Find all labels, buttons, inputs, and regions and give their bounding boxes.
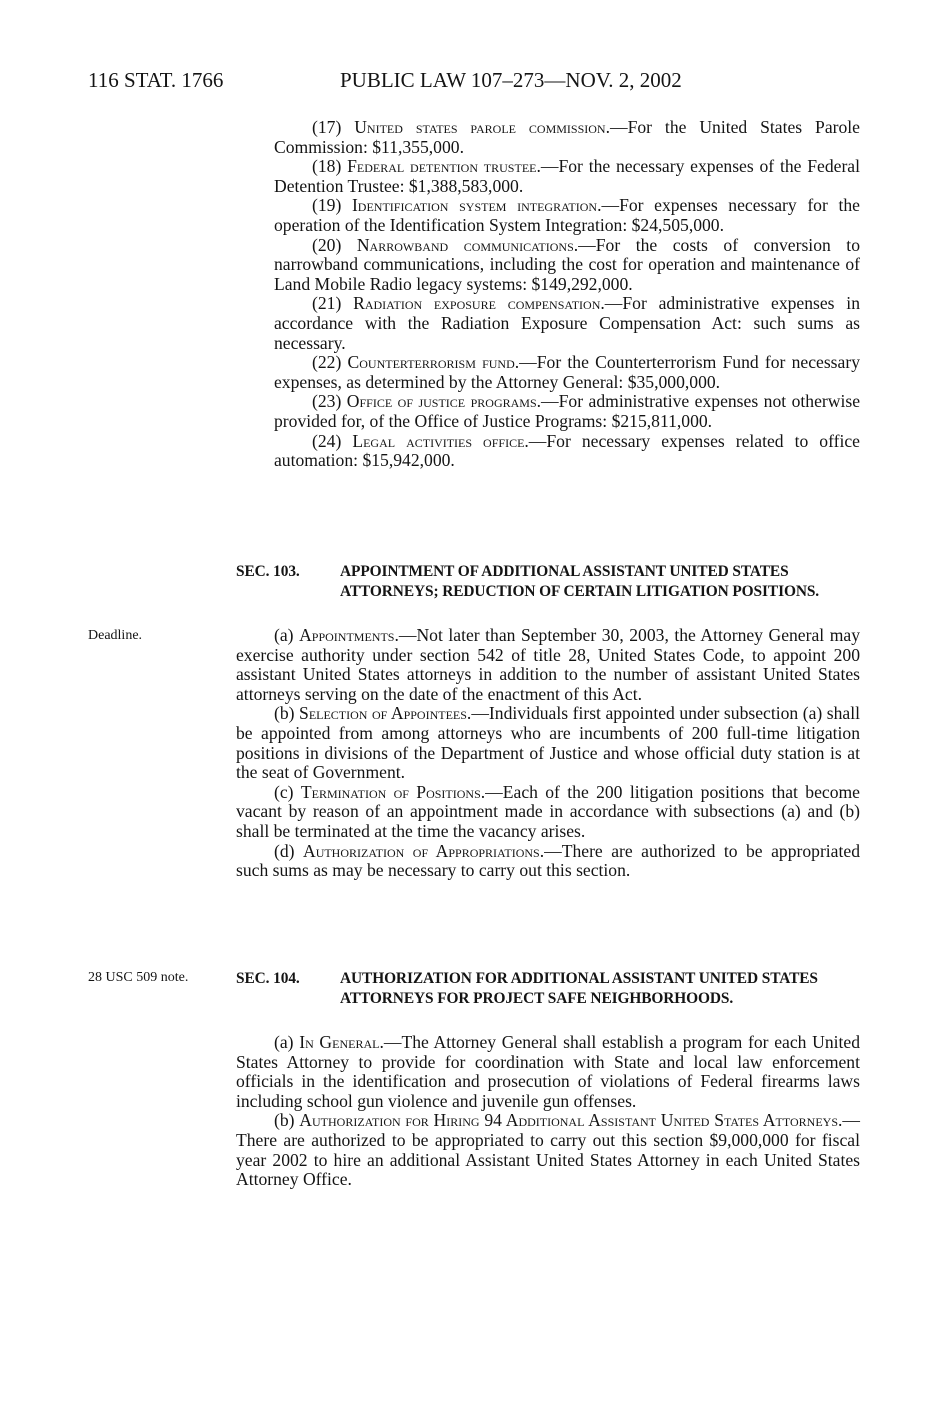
public-law-title: PUBLIC LAW 107–273—NOV. 2, 2002	[340, 68, 682, 92]
section-number: SEC. 103.	[236, 563, 300, 580]
page-header	[88, 68, 768, 94]
margin-note-usc: 28 USC 509 note.	[88, 970, 189, 985]
statute-citation: 116 STAT. 1766	[88, 68, 224, 92]
subsection: (b) Selection of Appointees.—Individuals first appointed under subsection (a) shall be appointed from among attorneys who are incumbents of 200 full-time litigation positions in divisions of the Department of Justice and whose official duty station is at the seat of Government.	[236, 703, 860, 783]
list-item: (21) Radiation exposure compensation.—For administrative expenses in accordance with the Radiation Exposure Compensation Act: such sums as necessary.	[274, 293, 860, 353]
appropriation-list	[274, 118, 860, 471]
section-number: SEC. 104.	[236, 970, 300, 987]
list-item: (24) Legal activities office.—For necessary expenses related to office automation: $15,942,000.	[274, 430, 860, 471]
section-title: APPOINTMENT OF ADDITIONAL ASSISTANT UNITED STATES ATTORNEYS; REDUCTION OF CERTAIN LITIGATION POSITIONS.	[340, 563, 820, 600]
list-item: (22) Counterterrorism fund.—For the Counterterrorism Fund for necessary expenses, as determined by the Attorney General: $35,000,000.	[274, 352, 860, 392]
subsection: (b) Authorization for Hiring 94 Additional Assistant United States Attorneys.—There are authorized to be appropriated to carry out this section $9,000,000 for fiscal year 2002 to hire an additional Assistant United States Attorney in each United States Attorney Office.	[236, 1110, 861, 1190]
sec-103-body	[236, 626, 860, 881]
sec-103-heading	[236, 562, 860, 601]
section-title: AUTHORIZATION FOR ADDITIONAL ASSISTANT UNITED STATES ATTORNEYS FOR PROJECT SAFE NEIGHBORHOODS.	[340, 970, 818, 1007]
list-item: (23) Office of justice programs.—For administrative expenses not otherwise provided for, of the Office of Justice Programs: $215,811,000.	[274, 391, 860, 431]
sec-104-heading	[236, 969, 860, 1008]
sec-104-body	[236, 1033, 860, 1190]
margin-note-deadline: Deadline.	[88, 628, 143, 643]
list-item: (18) Federal detention trustee.—For the necessary expenses of the Federal Detention Trustee: $1,388,583,000.	[274, 156, 860, 196]
list-item: (20) Narrowband communications.—For the costs of conversion to narrowband communications, including the cost for operation and maintenance of Land Mobile Radio legacy systems: $149,292,000.	[274, 234, 860, 294]
list-item: (17) United states parole commission.—For the United States Parole Commission: $11,355,000.	[274, 117, 860, 157]
subsection: (a) In General.—The Attorney General shall establish a program for each United States Attorney to provide for coordination with State and local law enforcement officials in the identification and prosecution of violations of Federal firearms laws including school gun violence and juvenile gun offenses.	[236, 1032, 860, 1111]
list-item: (19) Identification system integration.—For expenses necessary for the operation of the Identification System Integration: $24,505,000.	[274, 195, 860, 235]
subsection: (d) Authorization of Appropriations.—There are authorized to be appropriated such sums as may be necessary to carry out this section.	[236, 840, 860, 881]
subsection: (c) Termination of Positions.—Each of the 200 litigation positions that become vacant by reason of an appointment made in accordance with subsections (a) and (b) shall be terminated at the time the vacancy arises.	[236, 781, 860, 841]
subsection: (a) Appointments.—Not later than September 30, 2003, the Attorney General may exercise authority under section 542 of title 28, United States Code, to appoint 200 assistant United States attorneys in addition to the number of assistant United States attorneys serving on the date of the enactment of this Act.	[236, 625, 860, 704]
